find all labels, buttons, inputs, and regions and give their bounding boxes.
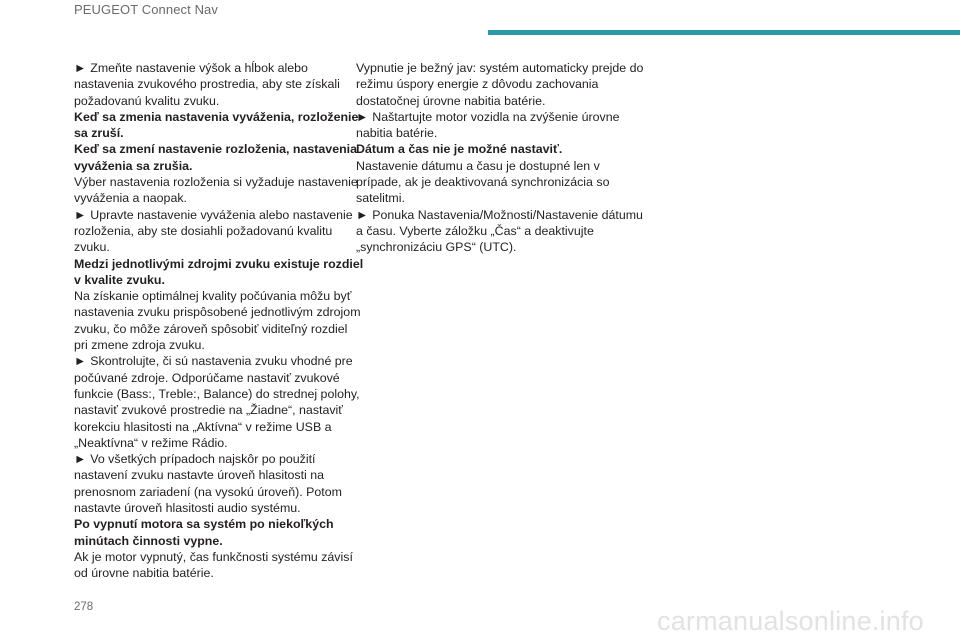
paragraph-text: Keď sa zmení nastavenie rozloženia, nastavenia vyváženia sa zrušia.	[74, 142, 357, 173]
paragraph-text: Výber nastavenia rozloženia si vyžaduje nastavenie vyváženia a naopak.	[74, 175, 358, 206]
paragraph-text: Zmeňte nastavenie výšok a hĺbok alebo nastavenia zvukového prostredia, aby ste získali požadovanú kvalitu zvuku.	[74, 61, 340, 108]
paragraph	[356, 141, 646, 157]
paragraph-text: Vo všetkých prípadoch najskôr po použití nastavení zvuku nastavte úroveň hlasitosti na prenosnom zariadení (na vysokú úroveň). Potom nastavte úroveň hlasitosti audio systému.	[74, 452, 342, 516]
paragraph	[356, 207, 646, 256]
header-accent-bar	[488, 30, 960, 35]
paragraph	[74, 288, 364, 353]
paragraph-text: Keď sa zmenia nastavenia vyváženia, rozloženie sa zruší.	[74, 109, 359, 141]
paragraph	[74, 141, 364, 174]
paragraph	[74, 516, 364, 549]
arrow-bullet-icon: ►	[356, 207, 369, 222]
paragraph-text: Upravte nastavenie vyváženia alebo nastavenie rozloženia, aby ste dosiahli požadovanú kvalitu zvuku.	[74, 207, 353, 255]
paragraph	[74, 549, 364, 582]
paragraph-text: Dátum a čas nie je možné nastaviť.	[356, 142, 563, 157]
paragraph	[74, 353, 364, 451]
paragraph-text: Po vypnutí motora sa systém po niekoľkých minútach činnosti vypne.	[74, 517, 334, 548]
paragraph-text: Vypnutie je bežný jav: systém automaticky prejde do režimu úspory energie z dôvodu zachovania dostatočnej úrovne nabitia batérie.	[356, 61, 644, 108]
arrow-bullet-icon: ►	[74, 354, 87, 369]
paragraph	[74, 60, 364, 109]
paragraph	[74, 109, 364, 142]
arrow-bullet-icon: ►	[74, 61, 87, 75]
paragraph	[74, 207, 364, 256]
paragraph	[74, 256, 364, 289]
paragraph	[74, 451, 364, 516]
paragraph-text: Nastavenie dátumu a času je dostupné len v prípade, ak je deaktivovaná synchronizácia so satelitmi.	[356, 158, 610, 206]
page-number: 278	[74, 601, 94, 613]
header-title: PEUGEOT Connect Nav	[74, 2, 218, 17]
paragraph	[74, 174, 364, 207]
watermark: carmanualsonline.info	[657, 606, 924, 636]
paragraph-text: Ak je motor vypnutý, čas funkčnosti systému závisí od úrovne nabitia batérie.	[74, 549, 353, 581]
arrow-bullet-icon: ►	[356, 109, 369, 124]
paragraph	[356, 158, 646, 207]
paragraph	[356, 60, 646, 109]
right-column	[356, 60, 646, 256]
arrow-bullet-icon: ►	[74, 207, 87, 222]
paragraph-text: Naštartujte motor vozidla na zvýšenie úrovne nabitia batérie.	[356, 109, 620, 141]
paragraph	[356, 109, 646, 142]
paragraph-text: Skontrolujte, či sú nastavenia zvuku vhodné pre počúvané zdroje. Odporúčame nastaviť zvukové funkcie (Bass:, Treble:, Balance) do strednej polohy, nastaviť zvukové prostredie na „Žiadne“, nastaviť korekciu hlasitosti na „Aktívna“ v režime USB a „Neaktívna“ v režime Rádio.	[74, 354, 360, 450]
paragraph-text: Na získanie optimálnej kvality počúvania môžu byť nastavenia zvuku prispôsobené jednotlivým zdrojom zvuku, čo môže zároveň spôsobiť viditeľný rozdiel pri zmene zdroja zvuku.	[74, 289, 361, 353]
left-column	[74, 60, 364, 582]
arrow-bullet-icon: ►	[74, 452, 87, 467]
paragraph-text: Ponuka Nastavenia/Možnosti/Nastavenie dátumu a času. Vyberte záložku „Čas“ a deaktivujte „synchronizáciu GPS“ (UTC).	[356, 207, 643, 255]
paragraph-text: Medzi jednotlivými zdrojmi zvuku existuje rozdiel v kvalite zvuku.	[74, 256, 364, 287]
